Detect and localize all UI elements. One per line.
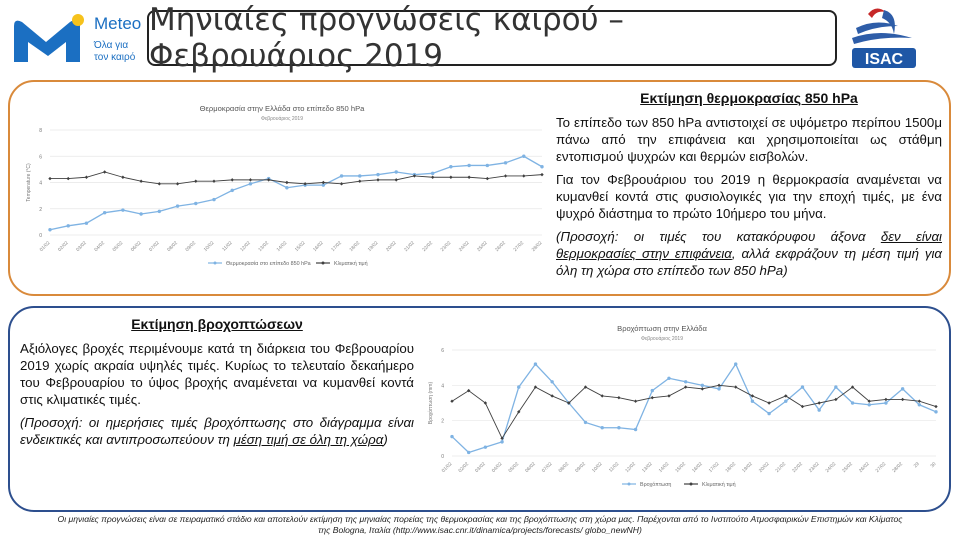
temperature-chart-x-tick-label: 23/02	[440, 240, 453, 253]
rain-chart-clim-point	[734, 385, 737, 388]
temperature-chart-data-point	[504, 161, 507, 164]
rain-chart-clim-point	[901, 398, 904, 401]
temperature-chart-data-point	[486, 164, 489, 167]
rain-chart-x-tick-label: 21/02	[775, 461, 788, 474]
temperature-chart-clim-point	[249, 178, 252, 181]
rain-chart-x-tick-label: 12/02	[624, 461, 638, 474]
rain-chart-x-tick-label: 08/02	[558, 461, 571, 474]
rain-chart-data-point	[651, 389, 654, 392]
rain-chart-clim-point	[550, 394, 553, 397]
temperature-chart-data-point	[449, 165, 452, 168]
temperature-chart-series-line-1	[50, 156, 542, 230]
temperature-chart	[22, 97, 560, 277]
temperature-chart-x-tick-label: 11/02	[221, 240, 234, 253]
temperature-chart-clim-point	[486, 177, 489, 180]
rain-chart-data-point	[500, 440, 503, 443]
temperature-chart-x-tick-label: 03/02	[75, 240, 88, 253]
temperature-chart-data-point	[231, 189, 234, 192]
rain-chart-data-point	[751, 400, 754, 403]
rain-chart-x-tick-label: 27/02	[875, 461, 888, 474]
temperature-chart-x-tick-label: 09/02	[185, 240, 198, 253]
rain-chart-data-point	[517, 385, 520, 388]
temperature-chart-clim-point	[285, 181, 288, 184]
temperature-chart-y-tick-label: 4	[39, 180, 42, 187]
temperature-chart-x-tick-label: 27/02	[513, 240, 526, 253]
rain-chart-data-point	[834, 385, 837, 388]
temperature-chart-clim-point	[67, 177, 70, 180]
temperature-panel	[8, 80, 951, 296]
rain-chart-x-tick-label: 04/02	[491, 461, 504, 474]
rain-chart	[422, 320, 947, 506]
temperature-note-start: (Προσοχή: οι τιμές του κατακόρυφου άξονα	[556, 229, 881, 244]
temperature-chart-clim-point	[431, 176, 434, 179]
temperature-chart-y-axis-label: Temperature (°C)	[26, 163, 32, 202]
rain-chart-clim-point	[918, 400, 921, 403]
rain-chart-clim-point	[667, 394, 670, 397]
rain-chart-clim-point	[651, 396, 654, 399]
temperature-chart-x-tick-label: 26/02	[494, 240, 507, 253]
temperature-chart-data-point	[540, 165, 543, 168]
temperature-chart-data-point	[194, 202, 197, 205]
rain-chart-data-point	[868, 403, 871, 406]
temperature-chart-x-tick-label: 21/02	[403, 240, 416, 253]
rain-chart-data-point	[617, 426, 620, 429]
temperature-chart-clim-point	[504, 174, 507, 177]
temperature-chart-clim-point	[231, 178, 234, 181]
rain-chart-data-point	[701, 384, 704, 387]
rain-chart-subtitle: Φεβρουάριος 2019	[640, 336, 684, 342]
temperature-chart-x-tick-label: 15/02	[294, 240, 307, 253]
temperature-chart-data-point	[67, 224, 70, 227]
rain-chart-x-tick-label: 01/02	[441, 461, 454, 474]
temperature-chart-x-tick-label: 14/02	[276, 240, 289, 253]
rain-chart-data-point	[901, 387, 904, 390]
temperature-chart-data-point	[467, 164, 470, 167]
temperature-chart-subtitle: Φεβρουάριος 2019	[260, 116, 304, 122]
rain-chart-data-point	[734, 362, 737, 365]
rain-chart-x-tick-label: 24/02	[825, 461, 838, 474]
rain-chart-data-point	[934, 410, 937, 413]
rain-chart-x-tick-label: 28/02	[892, 461, 905, 474]
rain-paragraph-1: Αξιόλογες βροχές περιμένουμε κατά τη διάρκεια του Φεβρουαρίου 2019 χωρίς ακραία υψηλές τιμές. Κυρίως το τελευταίο δεκαήμερο του Φεβρουαρίου το ύψος βροχής αναμένεται να κυμανθεί κοντά στις κλιματικές τιμές.	[20, 341, 414, 407]
temperature-chart-x-tick-label: 04/02	[94, 240, 107, 253]
rain-chart-x-tick-label: 20/02	[758, 461, 771, 474]
temperature-chart-x-tick-label: 22/02	[422, 240, 435, 253]
rain-chart-data-point	[584, 421, 587, 424]
temperature-chart-x-tick-label: 20/02	[385, 240, 398, 253]
rain-chart-legend-marker	[628, 483, 631, 486]
temperature-note-underlined: δεν είναι θερμοκρασίες στην επιφάνεια	[556, 229, 942, 261]
temperature-chart-data-point	[139, 212, 142, 215]
rain-chart-series-line-1	[452, 364, 936, 452]
rain-chart-clim-point	[684, 385, 687, 388]
rain-chart-data-point	[634, 428, 637, 431]
page-title: Μηνιαίες προγνώσεις καιρού – Φεβρουάριος 2019	[149, 2, 624, 74]
isac-logo-text: ISAC	[864, 51, 904, 68]
temperature-chart-x-tick-label: 05/02	[112, 240, 125, 253]
temperature-chart-y-tick-label: 2	[39, 206, 42, 213]
footer-line-2: της Bologna, Ιταλία (http://www.isac.cnr.it/dinamica/projects/forecasts/ globo_newNH)	[318, 525, 642, 535]
rain-note-underlined: μέση τιμή σε όλη τη χώρα	[233, 432, 384, 447]
temperature-chart-data-point	[340, 174, 343, 177]
rain-chart-data-point	[767, 412, 770, 415]
temperature-chart-clim-point	[467, 176, 470, 179]
rain-chart-data-point	[550, 380, 553, 383]
rain-chart-x-tick-label: 02/02	[458, 461, 471, 474]
temperature-chart-x-tick-label: 07/02	[148, 240, 161, 253]
rain-chart-data-point	[601, 426, 604, 429]
rain-chart-clim-point	[701, 387, 704, 390]
rain-note-end: )	[383, 432, 388, 447]
rain-chart-y-tick-label: 2	[441, 418, 444, 425]
rain-chart-x-tick-label: 18/02	[725, 461, 738, 474]
rain-chart-x-tick-label: 11/02	[608, 461, 621, 474]
temperature-chart-legend-label: Θερμοκρασία στο επίπεδο 850 hPa	[226, 261, 311, 267]
temperature-chart-x-tick-label: 02/02	[57, 240, 70, 253]
temperature-chart-x-tick-label: 19/02	[367, 240, 380, 253]
temperature-chart-clim-point	[376, 178, 379, 181]
temperature-chart-x-tick-label: 17/02	[330, 240, 343, 253]
temperature-chart-data-point	[121, 208, 124, 211]
temperature-chart-data-point	[85, 221, 88, 224]
rain-chart-x-tick-label: 16/02	[691, 461, 704, 474]
rain-chart-clim-point	[884, 398, 887, 401]
rain-chart-x-tick-label: 26/02	[858, 461, 871, 474]
temperature-chart-clim-point	[540, 173, 543, 176]
rain-chart-data-point	[801, 385, 804, 388]
temperature-chart-clim-point	[48, 177, 51, 180]
temperature-chart-data-point	[358, 174, 361, 177]
rain-chart-x-tick-label: 05/02	[508, 461, 521, 474]
temperature-chart-data-point	[249, 182, 252, 185]
rain-chart-data-point	[450, 435, 453, 438]
temperature-chart-x-tick-label: 18/02	[349, 240, 362, 253]
temperature-chart-data-point	[158, 210, 161, 213]
temperature-note-end: , αλλά εκφράζουν τη μέση τιμή για όλη τη χώρα στο επίπεδο των 850 hPa)	[556, 246, 943, 278]
temperature-chart-y-tick-label: 6	[39, 154, 42, 161]
temperature-chart-data-point	[522, 155, 525, 158]
rain-chart-data-point	[884, 401, 887, 404]
temperature-chart-data-point	[395, 170, 398, 173]
temperature-chart-clim-point	[522, 174, 525, 177]
rain-chart-data-point	[467, 451, 470, 454]
title-box	[147, 2, 837, 74]
rain-chart-data-point	[717, 387, 720, 390]
rain-chart-x-tick-label: 25/02	[841, 461, 854, 474]
rain-chart-y-axis-label: Βροχόπτωση (mm)	[428, 381, 434, 425]
temperature-chart-legend-marker	[322, 262, 325, 265]
rain-chart-y-tick-label: 0	[441, 454, 444, 460]
temperature-chart-data-point	[48, 228, 51, 231]
rain-chart-clim-point	[817, 401, 820, 404]
rain-heading: Εκτίμηση βροχοπτώσεων	[131, 316, 303, 332]
temperature-chart-x-tick-label: 08/02	[166, 240, 179, 253]
rain-chart-x-tick-label: 09/02	[574, 461, 587, 474]
temperature-chart-x-tick-label: 01/02	[39, 240, 52, 253]
rain-chart-data-point	[534, 362, 537, 365]
temperature-chart-data-point	[376, 173, 379, 176]
rain-chart-x-tick-label: 03/02	[474, 461, 487, 474]
rain-chart-data-point	[851, 401, 854, 404]
rain-chart-legend-label: Βροχόπτωση	[640, 482, 672, 488]
rain-chart-x-tick-label: 17/02	[708, 461, 721, 474]
rain-chart-x-tick-label: 19/02	[741, 461, 754, 474]
temperature-chart-clim-point	[322, 181, 325, 184]
isac-logo	[846, 4, 922, 70]
rain-chart-series-line-2	[452, 385, 936, 438]
rain-panel	[8, 306, 951, 512]
rain-chart-legend-label: Κλιματική τιμή	[702, 482, 736, 488]
temperature-chart-y-tick-label: 8	[39, 128, 42, 134]
rain-chart-data-point	[817, 408, 820, 411]
rain-chart-data-point	[484, 445, 487, 448]
meteo-logo	[8, 12, 142, 70]
temperature-paragraph-1: Το επίπεδο των 850 hPa αντιστοιχεί σε υψόμετρο περίπου 1500μ πάνω από την επιφάνεια και χρησιμοποιείται ως στάθμη εντοπισμού ψυχρών και θερμών εισβολών.	[556, 115, 942, 164]
rain-chart-x-tick-label: 22/02	[791, 461, 804, 474]
temperature-note	[556, 228, 942, 279]
temperature-chart-data-point	[431, 172, 434, 175]
rain-chart-x-tick-label: 23/02	[808, 461, 821, 474]
meteo-m-logo-icon	[8, 12, 88, 70]
rain-chart-x-tick-label: 10/02	[591, 461, 604, 474]
temperature-chart-legend-label: Κλιματική τιμή	[334, 261, 368, 267]
rain-chart-clim-point	[634, 400, 637, 403]
rain-chart-clim-point	[767, 401, 770, 404]
rain-chart-x-tick-label: 15/02	[675, 461, 688, 474]
temperature-chart-legend-marker	[214, 262, 217, 265]
temperature-heading: Εκτίμηση θερμοκρασίας 850 hPa	[640, 90, 858, 106]
rain-note	[20, 414, 414, 448]
temperature-chart-x-tick-label: 13/02	[258, 240, 271, 253]
rain-chart-y-tick-label: 4	[441, 383, 444, 390]
temperature-chart-data-point	[103, 211, 106, 214]
temperature-chart-x-tick-label: 28/02	[531, 240, 544, 253]
temperature-chart-x-tick-label: 06/02	[130, 240, 143, 253]
temperature-chart-y-tick-label: 0	[39, 233, 42, 239]
temperature-chart-clim-point	[85, 176, 88, 179]
temperature-chart-title: Θερμοκρασία στην Ελλάδα στο επίπεδο 850 hPa	[199, 104, 365, 113]
rain-text	[20, 316, 414, 454]
temperature-chart-data-point	[285, 186, 288, 189]
rain-chart-data-point	[918, 403, 921, 406]
rain-chart-clim-point	[601, 394, 604, 397]
rain-chart-data-point	[667, 377, 670, 380]
rain-chart-x-tick-label: 30	[930, 461, 938, 470]
rain-chart-data-point	[784, 400, 787, 403]
rain-chart-x-tick-label: 13/02	[641, 461, 654, 474]
temperature-chart-data-point	[212, 198, 215, 201]
rain-chart-title: Βροχόπτωση στην Ελλάδα	[617, 324, 707, 333]
rain-chart-data-point	[684, 380, 687, 383]
meteo-logo-tagline: Όλα για τον καιρό	[94, 40, 136, 63]
temperature-chart-clim-point	[395, 178, 398, 181]
temperature-chart-x-tick-label: 16/02	[312, 240, 325, 253]
meteo-logo-word: Meteo	[94, 14, 142, 33]
footer-disclaimer	[10, 514, 950, 536]
temperature-chart-clim-point	[121, 176, 124, 179]
temperature-chart-clim-point	[449, 176, 452, 179]
temperature-paragraph-2: Για τον Φεβρουάριου του 2019 η θερμοκρασία αναμένεται να κυμανθεί κοντά στις φυσιολογικές για την εποχή τιμές, με ένα ψυχρό διάστημα το πρώτο 10ήμερο του μήνα.	[556, 172, 942, 221]
rain-chart-x-tick-label: 07/02	[541, 461, 554, 474]
rain-chart-x-tick-label: 29	[913, 461, 921, 470]
rain-chart-clim-point	[934, 405, 937, 408]
rain-chart-y-tick-label: 6	[441, 348, 444, 354]
temperature-chart-x-tick-label: 25/02	[476, 240, 489, 253]
temperature-chart-x-tick-label: 12/02	[239, 240, 252, 253]
rain-chart-clim-point	[617, 396, 620, 399]
rain-note-start: (Προσοχή: οι ημερήσιες τιμές βροχόπτωσης στο διάγραμμα είναι ενδεικτικές και αντιπροσωπεύουν τη	[20, 415, 414, 447]
temperature-chart-data-point	[176, 204, 179, 207]
temperature-chart-clim-point	[103, 170, 106, 173]
temperature-chart-x-tick-label: 24/02	[458, 240, 471, 253]
rain-chart-x-tick-label: 14/02	[658, 461, 671, 474]
rain-chart-x-tick-label: 06/02	[524, 461, 537, 474]
temperature-chart-x-tick-label: 10/02	[203, 240, 216, 253]
temperature-text	[556, 90, 942, 285]
footer-line-1: Οι μηνιαίες προγνώσεις είναι σε πειραματικό στάδιο και αποτελούν εκτίμηση της μηνιαίας πορείας της θερμοκρασίας και της βροχόπτωσης στη χώρα μας. Παρέχονται από το Ινστιτούτο Ατμοσφαιρικών Επιστημών και Κλίματος	[57, 514, 903, 524]
rain-chart-legend-marker	[690, 483, 693, 486]
